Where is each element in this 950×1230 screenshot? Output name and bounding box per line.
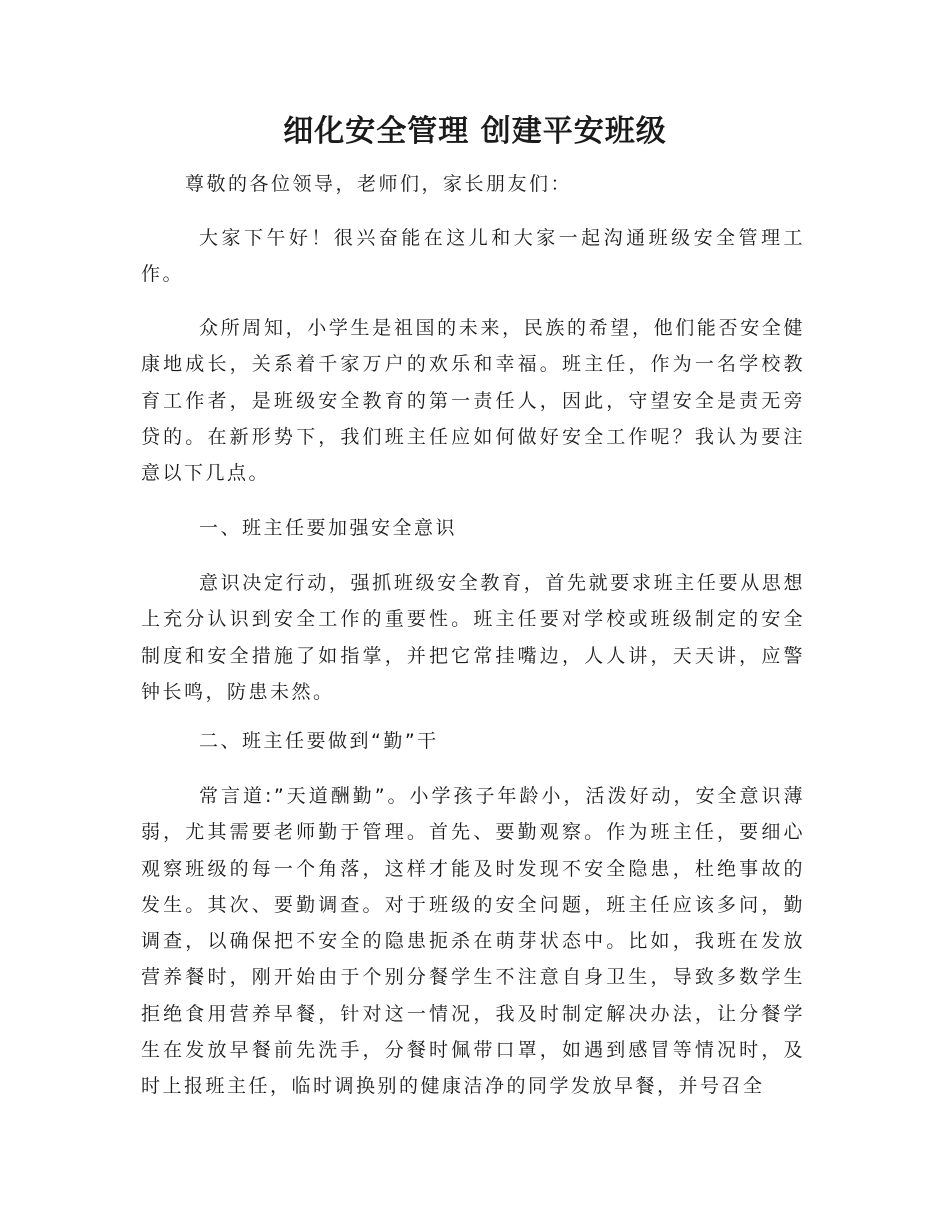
intro-paragraph: 众所周知，小学生是祖国的未来，民族的希望，他们能否安全健康地成长，关系着千家万户的欢乐和幸福。班主任，作为一名学校教育工作者，是班级安全教育的第一责任人，因此，守望安全是责无旁贷的。在新形势下，我们班主任应如何做好安全工作呢？我认为要注意以下几点。 bbox=[141, 317, 805, 485]
section-2-paragraph: 常言道:”天道酬勤”。小学孩子年龄小，活泼好动，安全意识薄弱，尤其需要老师勤于管理。首先、要勤观察。作为班主任，要细心观察班级的每一个角落，这样才能及时发现不安全隐患，杜绝事故的发生。其次、要勤调查。对于班级的安全问题，班主任应该多问，勤调查，以确保把不安全的隐患扼杀在萌芽状态中。比如，我班在发放营养餐时，刚开始由于个别分餐学生不注意自身卫生，导致多数学生拒绝食用营养早餐，针对这一情况，我及时制定解决办法，让分餐学生在发放早餐前先洗手，分餐时佩带口罩，如遇到感冒等情况时，及时上报班主任，临时调换别的健康洁净的同学发放早餐，并号召全 bbox=[141, 785, 805, 1098]
salutation-paragraph: 尊敬的各位领导，老师们，家长朋友们： bbox=[185, 173, 573, 195]
greeting-paragraph: 大家下午好！很兴奋能在这儿和大家一起沟通班级安全管理工作。 bbox=[141, 227, 805, 286]
section-heading-1: 一、班主任要加强安全意识 bbox=[199, 517, 458, 539]
section-1-paragraph: 意识决定行动，强抓班级安全教育，首先就要求班主任要从思想上充分认识到安全工作的重要性。班主任要对学校或班级制定的安全制度和安全措施了如指掌，并把它常挂嘴边，人人讲，天天讲，应警钟长鸣，防患未然。 bbox=[141, 572, 805, 703]
section-heading-2: 二、班主任要做到“勤”干 bbox=[199, 730, 439, 752]
document-title: 细化安全管理 创建平安班级 bbox=[283, 114, 667, 149]
